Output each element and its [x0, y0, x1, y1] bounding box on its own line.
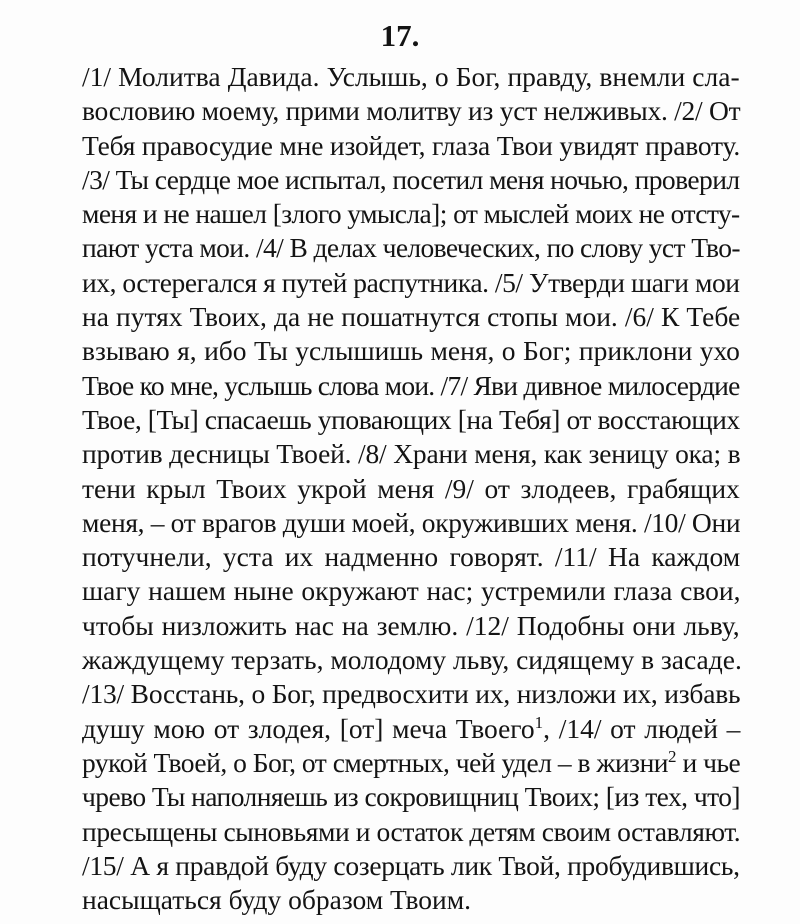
footnote-marker: 1	[534, 712, 544, 732]
text-segment: душу мою от злодея, [от] меча Твоего	[82, 712, 535, 744]
text-segment: и чье	[676, 746, 741, 778]
scanned-page: 17. /1/ Молитва Давида. Услышь, о Бог, правду, внемли сла- вословию моему, прими молитву из уст нелживых. /2/ От Тебя правосудие мне изойдет, глаза Твои увидят правоту. /3/ Ты сердце мое испытал, посетил меня ночью, проверил меня и не нашел [злого умысла]; от мыслей моих не отсту- пают уста мои. /4/ В делах человеческих, по слову уст Тво- их, остерегался я путей распутника. /5/ Утверди шаги мои на путях Твоих, да не пошатнутся стопы мои. /6/ К Тебе взываю я, ибо Ты услышишь меня, о Бог; приклони ухо Твое ко мне, услышь слова мои. /7/ Яви дивное милосердие Твое, [Ты] спасаешь уповающих [на Тебя] от восстающих против десницы Твоей. /8/ Храни меня, как зеницу ока; в тени крыл Твоих укрой меня /9/ от злодеев, грабящих меня, – от врагов души моей, окруживших меня. /10/ Они потучнели, уста их надменно говорят. /11/ На каждом шагу нашем ныне окружают нас; устремили глаза свои, чтобы низложить нас на землю. /12/ Подобны они льву, жаждущему терзать, молодому льву, сидящему в засаде. /13/ Восстань, о Бог, предвосхити их, низложи их, избавь душу мою от злодея, [от] меча Твоего$^1$, /14/ от людей – рукой Твоей, о Бог, от смертных, чей удел – в жизни$^2$ и чье чрево Ты наполняешь из сокровищниц Твоих; [из тех, что] пресыщены сыновьями и остаток детям своим оставляют. /15/ А я правдой буду созерцать лик Твой, пробудившись, насыщаться буду образом Твоим.	[0, 0, 800, 924]
chapter-number: 17.	[380, 18, 420, 53]
text-segment: рукой Твоей, о Бог, от смертных, чей удел – в жизни	[82, 746, 669, 778]
footnote-marker: 2	[668, 746, 677, 766]
text-segment: , /14/ от людей –	[543, 712, 741, 744]
